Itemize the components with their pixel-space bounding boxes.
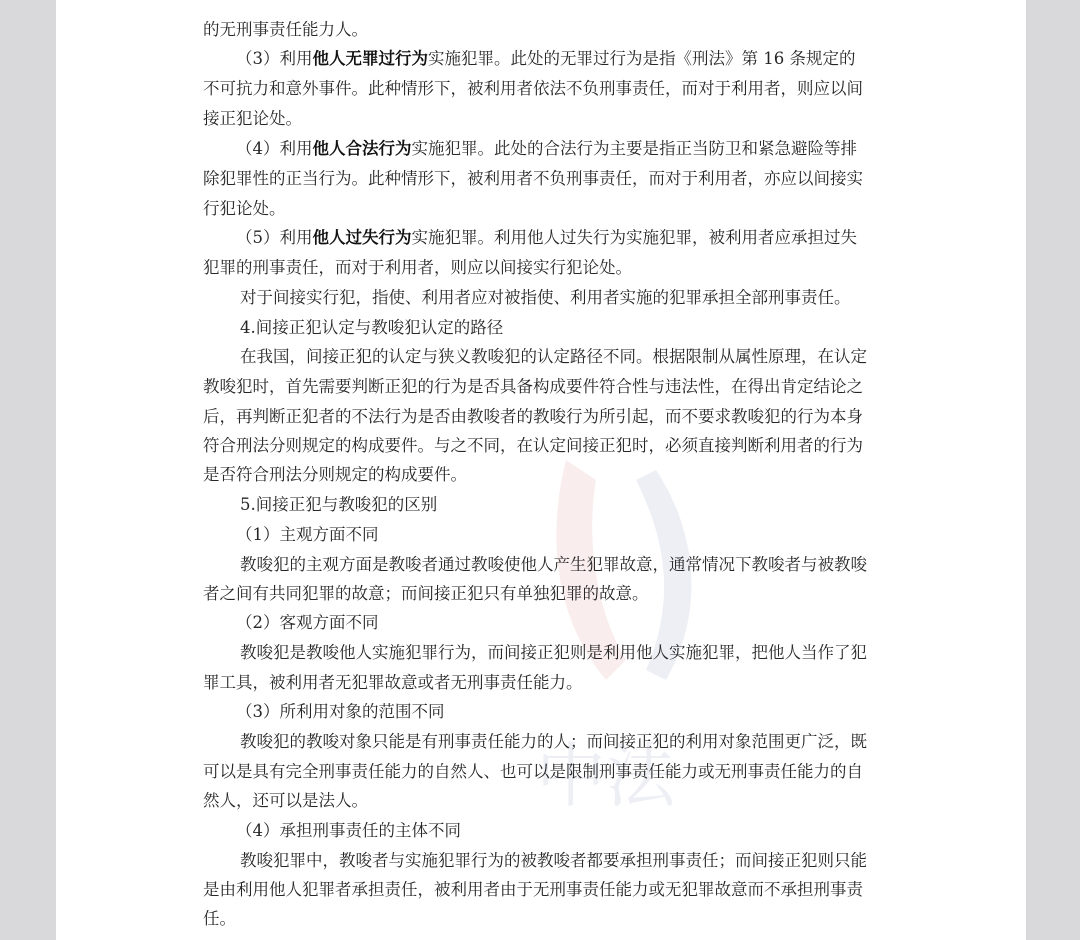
bold-keyword: 他人无罪过行为 — [312, 49, 428, 68]
text-segment: 实施犯罪。此处的无罪过行为是指《刑法》第 16 条规定的 — [428, 49, 856, 68]
text-line: 是由利用他人犯罪者承担责任，被利用者由于无刑事责任能力或无犯罪故意而不承担刑事责 — [203, 880, 863, 899]
bold-keyword: 他人合法行为 — [312, 139, 412, 158]
text-line: 教唆犯时，首先需要判断正犯的行为是否具备构成要件符合性与违法性，在得出肯定结论之 — [203, 377, 863, 396]
text-line: 教唆犯的教唆对象只能是有刑事责任能力的人；而间接正犯的利用对象范围更广泛，既 — [240, 732, 867, 751]
text-line: 任。 — [203, 909, 236, 928]
text-line: 者之间有共同犯罪的故意；而间接正犯只有单独犯罪的故意。 — [203, 584, 649, 603]
subsection-heading: （1）主观方面不同 — [236, 525, 379, 544]
section-heading-5: 5.间接正犯与教唆犯的区别 — [240, 495, 438, 514]
section-heading-4: 4.间接正犯认定与教唆犯认定的路径 — [240, 318, 504, 337]
paragraph-5-heading — [236, 230, 857, 247]
text-line: 行犯论处。 — [203, 199, 286, 218]
subsection-heading: （3）所利用对象的范围不同 — [236, 702, 445, 721]
text-segment: （4）利用 — [236, 139, 313, 158]
paragraph-3-heading — [236, 51, 856, 68]
text-line: 对于间接实行犯，指使、利用者应对被指使、利用者实施的犯罪承担全部刑事责任。 — [240, 288, 851, 307]
text-segment: 实施犯罪。此处的合法行为主要是指正当防卫和紧急避险等排 — [411, 139, 857, 158]
text-segment: （3）利用 — [236, 49, 313, 68]
text-line: 可以是具有完全刑事责任能力的自然人、也可以是限制刑事责任能力或无刑事责任能力的自 — [203, 762, 863, 781]
svg-text:中法: 中法 — [536, 735, 676, 817]
paragraph-4-heading — [236, 141, 857, 158]
text-line: 教唆犯是教唆他人实施犯罪行为，而间接正犯则是利用他人实施犯罪，把他人当作了犯 — [240, 643, 867, 662]
text-line: 罪工具，被利用者无犯罪故意或者无刑事责任能力。 — [203, 673, 583, 692]
text-line: 后，再判断正犯者的不法行为是否由教唆者的教唆行为所引起，而不要求教唆犯的行为本身 — [203, 407, 863, 426]
subsection-heading: （4）承担刑事责任的主体不同 — [236, 821, 461, 840]
text-line: 是否符合刑法分则规定的构成要件。 — [203, 465, 467, 484]
text-line: 教唆犯罪中，教唆者与实施犯罪行为的被教唆者都要承担刑事责任；而间接正犯则只能 — [240, 851, 867, 870]
text-line: 然人，还可以是法人。 — [203, 791, 368, 810]
text-segment: 实施犯罪。利用他人过失行为实施犯罪，被利用者应承担过失 — [411, 228, 857, 247]
text-line: 接正犯论处。 — [203, 109, 302, 128]
text-line: 教唆犯的主观方面是教唆者通过教唆使他人产生犯罪故意，通常情况下教唆者与被教唆 — [240, 555, 867, 574]
text-line: 除犯罪性的正当行为。此种情形下，被利用者不负刑事责任，而对于利用者，亦应以间接实 — [203, 169, 863, 188]
text-line: 犯罪的刑事责任，而对于利用者，则应以间接实行犯论处。 — [203, 258, 632, 277]
text-line: 符合刑法分则规定的构成要件。与之不同，在认定间接正犯时，必须直接判断利用者的行为 — [203, 436, 863, 455]
text-segment: （5）利用 — [236, 228, 313, 247]
text-line: 不可抗力和意外事件。此种情形下，被利用者依法不负刑事责任，而对于利用者，则应以间 — [203, 79, 863, 98]
text-line: 的无刑事责任能力人。 — [203, 20, 368, 39]
text-line: 在我国，间接正犯的认定与狭义教唆犯的认定路径不同。根据限制从属性原理，在认定 — [240, 347, 867, 366]
bold-keyword: 他人过失行为 — [312, 228, 412, 247]
subsection-heading: （2）客观方面不同 — [236, 613, 379, 632]
document-page — [56, 0, 1026, 940]
